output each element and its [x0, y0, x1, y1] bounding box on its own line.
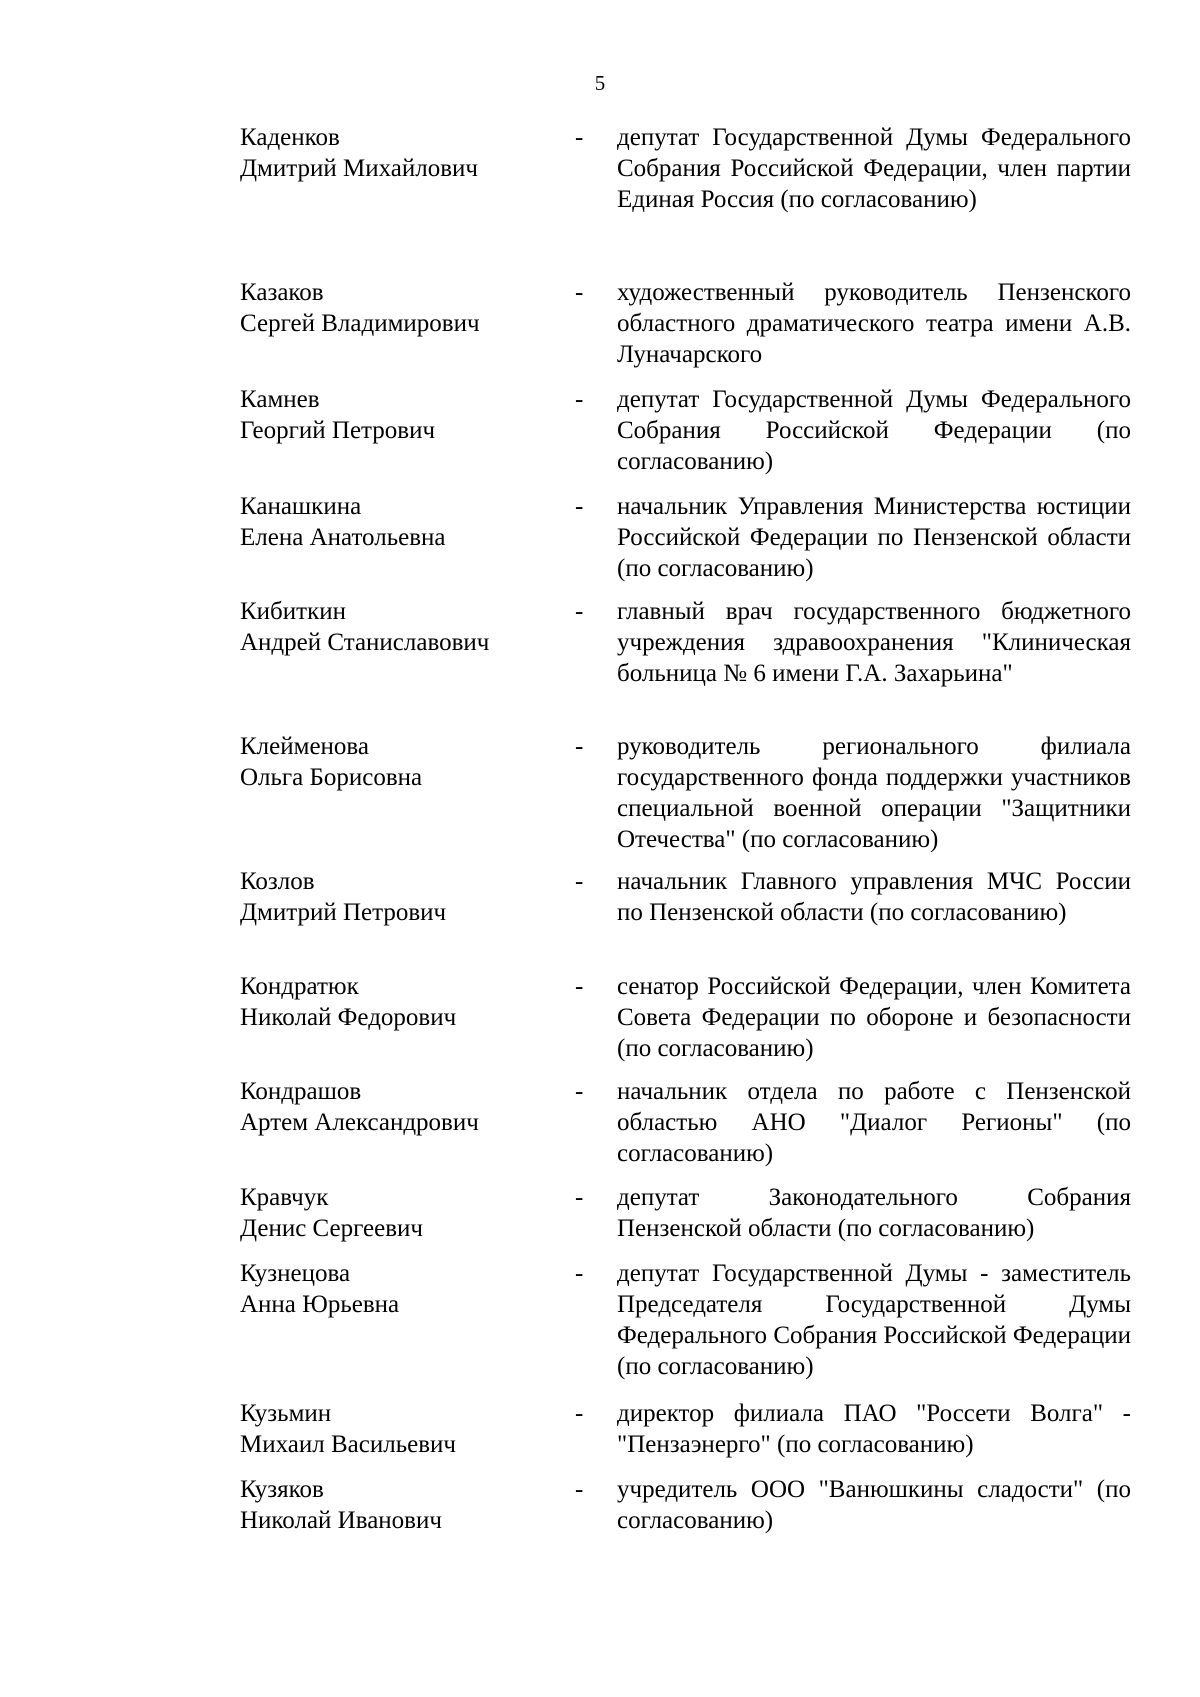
member-name [240, 122, 560, 184]
dash-separator: - [575, 1476, 584, 1503]
member-position: начальник Управления Министерства юстиции Российской Федерации по Пензенской области (по согласованию) [617, 493, 1131, 582]
dash-separator: - [575, 1260, 584, 1287]
member-name [240, 1398, 560, 1460]
member-given-names: Дмитрий Петрович [240, 899, 447, 926]
dash-separator: - [575, 868, 584, 895]
dash-separator: - [575, 1400, 584, 1427]
member-position: депутат Законодательного Собрания Пензенской области (по согласованию) [617, 1184, 1131, 1242]
member-given-names: Георгий Петрович [240, 417, 436, 444]
member-position: депутат Государственной Думы Федерального Собрания Российской Федерации (по согласованию) [617, 386, 1131, 475]
dash-separator: - [575, 973, 584, 1000]
dash-separator: - [575, 493, 584, 520]
member-position: депутат Государственной Думы Федерального Собрания Российской Федерации, член партии Единая Россия (по согласованию) [617, 124, 1131, 213]
member-position: художественный руководитель Пензенского областного драматического театра имени А.В. Луначарского [617, 279, 1131, 368]
member-position: начальник Главного управления МЧС России по Пензенской области (по согласованию) [617, 868, 1131, 926]
dash-separator: - [575, 124, 584, 151]
member-given-names: Артем Александрович [240, 1109, 479, 1136]
member-surname: Клейменова [240, 733, 369, 760]
page-number: 5 [594, 71, 606, 95]
member-name [240, 1182, 560, 1244]
member-position: начальник отдела по работе с Пензенской областью АНО "Диалог Регионы" (по согласованию) [617, 1078, 1131, 1167]
member-surname: Кондратюк [240, 973, 359, 1000]
dash-separator: - [575, 733, 584, 760]
dash-separator: - [575, 279, 584, 306]
member-surname: Канашкина [240, 493, 362, 520]
member-position: сенатор Российской Федерации, член Комитета Совета Федерации по обороне и безопасности (по согласованию) [617, 973, 1131, 1062]
dash-separator: - [575, 1078, 584, 1105]
member-given-names: Николай Иванович [240, 1507, 442, 1534]
member-position: учредитель ООО "Ванюшкины сладости" (по согласованию) [617, 1476, 1131, 1534]
dash-separator: - [575, 1184, 584, 1211]
member-name [240, 866, 560, 928]
member-surname: Козлов [240, 868, 315, 895]
member-given-names: Елена Анатольевна [240, 524, 446, 551]
member-given-names: Денис Сергеевич [240, 1215, 424, 1242]
member-surname: Каденков [240, 124, 340, 151]
member-position: руководитель регионального филиала государственного фонда поддержки участников специальной военной операции "Защитники Отечества" (по согласованию) [617, 733, 1131, 853]
member-given-names: Михаил Васильевич [240, 1431, 456, 1458]
member-surname: Казаков [240, 279, 324, 306]
member-surname: Камнев [240, 386, 320, 413]
member-name [240, 491, 560, 553]
member-surname: Кузьмин [240, 1400, 332, 1427]
member-name [240, 1258, 560, 1320]
member-surname: Кравчук [240, 1184, 329, 1211]
member-name [240, 731, 560, 793]
member-given-names: Дмитрий Михайлович [240, 155, 478, 182]
member-name [240, 277, 560, 339]
member-given-names: Ольга Борисовна [240, 764, 423, 791]
member-surname: Кибиткин [240, 598, 346, 625]
member-position: главный врач государственного бюджетного учреждения здравоохранения "Клиническая больница № 6 имени Г.А. Захарьина" [617, 598, 1131, 687]
member-surname: Кузнецова [240, 1260, 351, 1287]
member-name [240, 1474, 560, 1536]
member-name [240, 971, 560, 1033]
member-name [240, 384, 560, 446]
member-given-names: Анна Юрьевна [240, 1291, 400, 1318]
member-position: депутат Государственной Думы - заместитель Председателя Государственной Думы Федерального Собрания Российской Федерации (по согласованию) [617, 1260, 1131, 1380]
member-given-names: Андрей Станиславович [240, 629, 490, 656]
member-name [240, 1076, 560, 1138]
member-given-names: Николай Федорович [240, 1004, 457, 1031]
dash-separator: - [575, 598, 584, 625]
dash-separator: - [575, 386, 584, 413]
member-given-names: Сергей Владимирович [240, 310, 480, 337]
member-position: директор филиала ПАО "Россети Волга" - "Пензаэнерго" (по согласованию) [617, 1400, 1131, 1458]
member-surname: Кондрашов [240, 1078, 362, 1105]
member-surname: Кузяков [240, 1476, 324, 1503]
member-name [240, 596, 560, 658]
